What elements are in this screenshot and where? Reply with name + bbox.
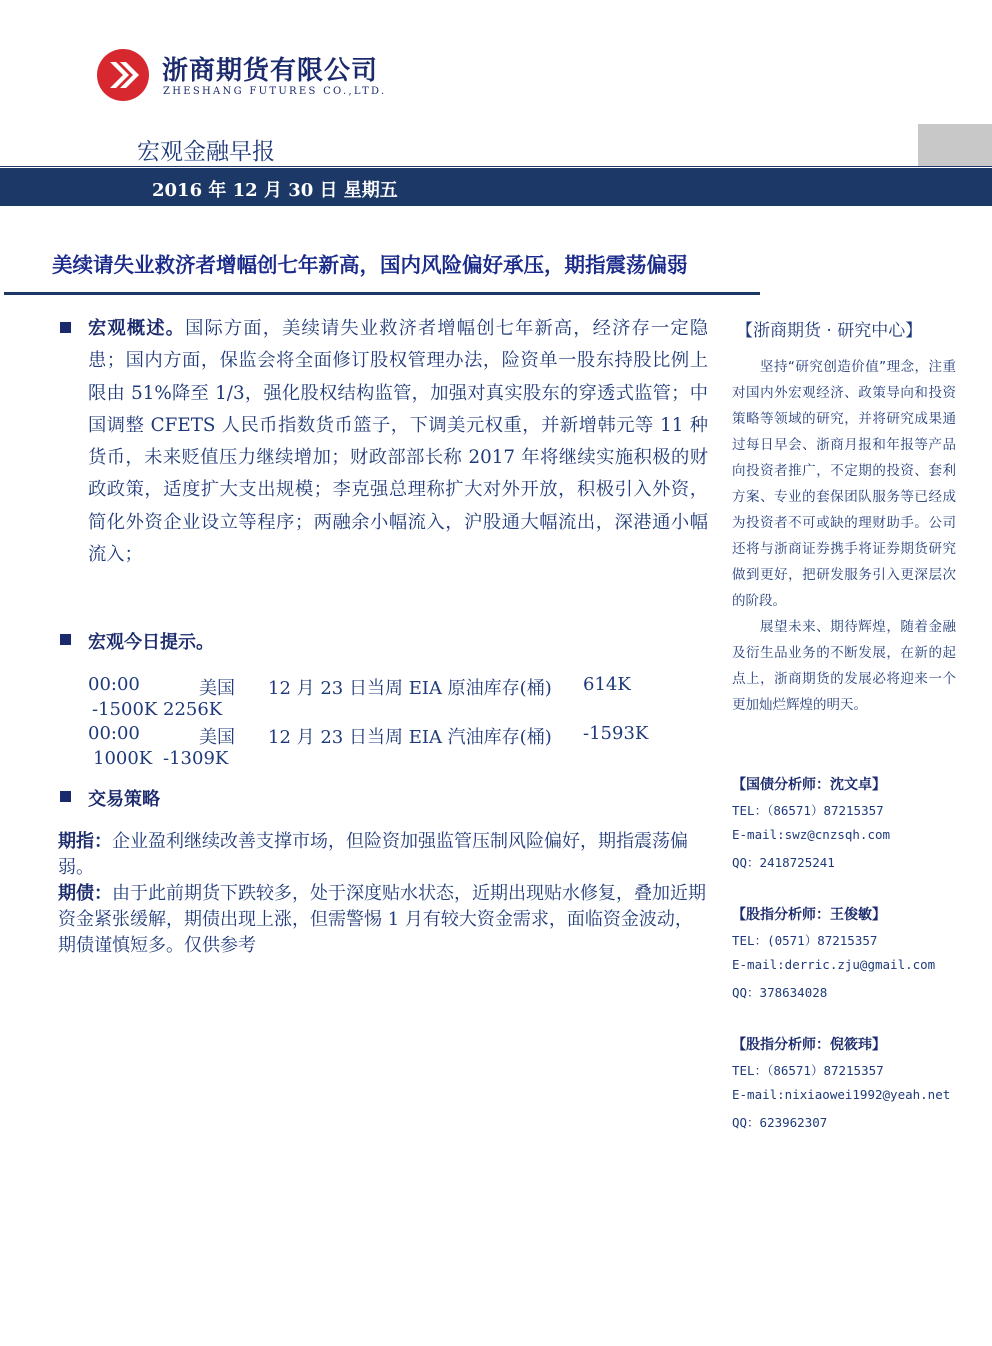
analyst-tel: TEL：(0571）87215357 — [732, 933, 878, 948]
analyst-tel: TEL：（86571）87215357 — [732, 1063, 884, 1078]
event-name: 12 月 23 日当周 EIA 汽油库存(桶) — [268, 727, 552, 748]
analyst-tel: TEL：（86571）87215357 — [732, 803, 884, 818]
company-name-cn: 浙商期货有限公司 — [162, 56, 379, 86]
analyst-title: 【股指分析师：倪筱玮】 — [732, 1037, 886, 1053]
event-forecast: 1000K — [93, 748, 153, 769]
event-time: 00:00 — [88, 674, 140, 695]
event-forecast: -1500K — [92, 699, 158, 720]
strategy-item-text: 企业盈利继续改善支撑市场，但险资加强监管压制风险偏好，期指震荡偏弱。 — [58, 831, 688, 878]
macro-overview-paragraph — [88, 313, 708, 571]
research-center-intro: 坚持“研究创造价值”理念，注重对国内外宏观经济、政策导向和投资策略等领域的研究，并将研究成果通过每日早会、浙商月报和年报等产品向投资者推广，不定期的投资、套利方案、专业的套保团队服务等已经成为投资者不可或缺的理财助手。公司还将与浙商证券携手将证券期货研究做到更好，把研发服务引入更深层次的阶段。 — [732, 359, 956, 609]
company-logo-icon — [96, 48, 150, 102]
analyst-title: 【股指分析师：王俊敏】 — [732, 907, 886, 923]
report-date: 2016 年 12 月 30 日 星期五 — [152, 180, 398, 201]
strategy-item-index-futures — [58, 829, 708, 881]
event-actual: -1309K — [163, 748, 229, 769]
research-center-outlook: 展望未来、期待辉煌，随着金融及衍生品业务的不断发展，在新的起点上，浙商期货的发展必将迎来一个更加灿烂辉煌的明天。 — [732, 619, 956, 713]
analyst-title: 【国债分析师：沈文卓】 — [732, 777, 886, 793]
event-time: 00:00 — [88, 723, 140, 744]
analyst-email[interactable]: E-mail:derric.zju@gmail.com — [732, 957, 936, 972]
strategy-item-label: 期债： — [58, 883, 112, 904]
headline-rule — [4, 292, 760, 295]
analyst-email[interactable]: E-mail:nixiaowei1992@yeah.net — [732, 1087, 951, 1102]
report-type-title: 宏观金融早报 — [137, 139, 275, 165]
bullet-square-icon — [60, 322, 71, 333]
event-previous: -1593K — [583, 723, 649, 744]
date-bar — [0, 168, 992, 206]
report-headline: 美续请失业救济者增幅创七年新高，国内风险偏好承压，期指震荡偏弱 — [52, 253, 688, 277]
strategy-item-text: 由于此前期货下跌较多，处于深度贴水状态，近期出现贴水修复，叠加近期资金紧张缓解，期债出现上涨，但需警惕 1 月有较大资金需求，面临资金波动，期债谨慎短多。仅供参考 — [58, 883, 706, 956]
strategy-item-label: 期指： — [58, 831, 112, 852]
research-center-title: 【浙商期货 · 研究中心】 — [736, 321, 923, 341]
analyst-email[interactable]: E-mail:swz@cnzsqh.com — [732, 827, 891, 842]
header-rule — [0, 166, 992, 167]
analyst-qq: QQ：2418725241 — [732, 855, 835, 870]
event-country: 美国 — [199, 727, 235, 748]
event-country: 美国 — [199, 678, 235, 699]
macro-overview-label: 宏观概述。 — [88, 318, 186, 339]
header-grey-block — [918, 124, 992, 166]
bullet-square-icon — [60, 634, 71, 645]
bullet-square-icon — [60, 791, 71, 802]
analyst-qq: QQ：378634028 — [732, 985, 828, 1000]
strategy-title: 交易策略 — [88, 789, 160, 810]
macro-overview-text: 国际方面，美续请失业救济者增幅创七年新高，经济存一定隐患；国内方面，保监会将全面修订股权管理办法，险资单一股东持股比例上限由 51%降至 1/3，强化股权结构监管，加强对真实股东的穿透式监管；中国调整 CFETS 人民币指数货币篮子，下调美元权重，并新增韩元等 11 种货币，未来贬值压力继续增加；财政部部长称 2017 年将继续实施积极的财政政策，适度扩大支出规模；李克强总理称扩大对外开放，积极引入外资，简化外资企业设立等程序；两融余小幅流入，沪股通大幅流出，深港通小幅流入； — [88, 318, 709, 566]
analyst-qq: QQ：623962307 — [732, 1115, 828, 1130]
event-name: 12 月 23 日当周 EIA 原油库存(桶) — [268, 678, 552, 699]
event-previous: 614K — [583, 674, 631, 695]
strategy-item-bond-futures — [58, 881, 708, 959]
today-tips-title: 宏观今日提示。 — [88, 632, 214, 653]
company-name-en: ZHESHANG FUTURES CO.,LTD. — [163, 86, 387, 97]
event-actual: 2256K — [163, 699, 223, 720]
